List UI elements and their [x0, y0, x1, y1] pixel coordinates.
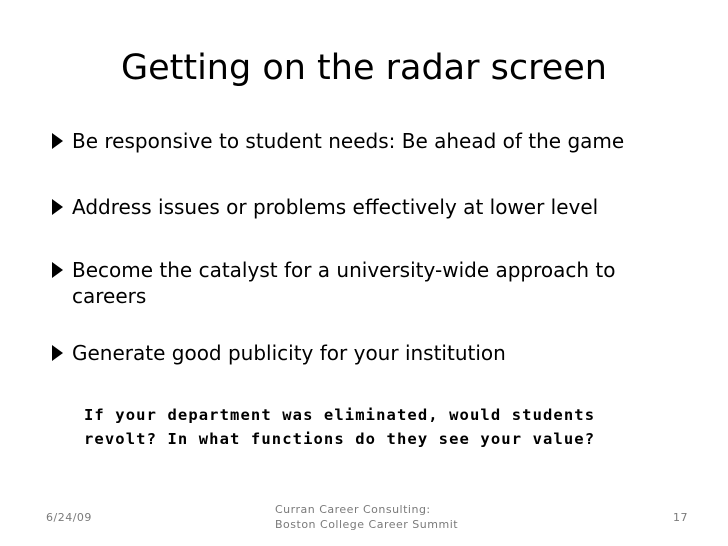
footer-event: Boston College Career Summit — [275, 518, 459, 531]
triangle-bullet-icon — [52, 133, 63, 149]
question-callout — [84, 403, 704, 451]
footer-date: 6/24/09 — [46, 511, 92, 524]
bullet-item — [52, 340, 692, 366]
triangle-bullet-icon — [52, 199, 63, 215]
bullet-text: Address issues or problems effectively at lower level — [72, 195, 599, 219]
question-line-1: If your department was eliminated, would students — [84, 406, 596, 424]
triangle-bullet-icon — [52, 345, 63, 361]
bullet-item — [52, 128, 692, 154]
slide-title: Getting on the radar screen — [120, 48, 607, 88]
bullet-text: Generate good publicity for your institution — [72, 341, 506, 365]
footer-page-number: 17 — [673, 511, 688, 524]
bullet-item — [52, 194, 692, 220]
footer-center — [275, 502, 505, 532]
bullet-text: Become the catalyst for a university-wide approach to careers — [72, 258, 616, 308]
bullet-item — [52, 257, 692, 309]
triangle-bullet-icon — [52, 262, 63, 278]
bullet-text: Be responsive to student needs: Be ahead of the game — [72, 129, 625, 153]
footer-org: Curran Career Consulting: — [275, 503, 431, 516]
question-line-2: revolt? In what functions do they see your value? — [84, 430, 596, 448]
